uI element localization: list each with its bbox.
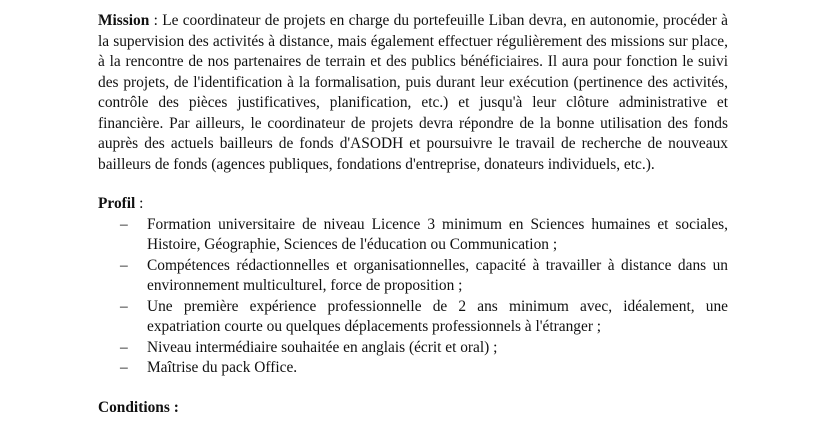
mission-text: Le coordinateur de projets en charge du portefeuille Liban devra, en autonomie, procéder à la supervision des activités à distance, mais également effectuer régulièrement des missions sur place, à la rencontre de nos partenaires de terrain et des publics bénéficiaires. Il aura pour fonction le suivi des projets, de l'identification à la formalisation, puis durant leur exécution (pertinence des activités, contrôle des pièces justificatives, planification, etc.) et jusqu'à leur clôture administrative et financière. Par ailleurs, le coordinateur de projets devra répondre de la bonne utilisation des fonds auprès des actuels bailleurs de fonds d'ASODH et poursuivre le travail de recherche de nouveaux bailleurs de fonds (agences publiques, fondations d'entreprise, donateurs individuels, etc.). [98, 12, 728, 173]
list-item-text: Maîtrise du pack Office. [147, 359, 298, 376]
mission-paragraph [98, 11, 728, 175]
profil-label: Profil [98, 195, 136, 212]
conditions-heading [98, 398, 728, 419]
profil-separator: : [135, 195, 144, 212]
list-item-text: Une première expérience professionnelle de 2 ans minimum avec, idéalement, une expatriation courte ou quelques déplacements professionnels à l'étranger ; [147, 297, 728, 335]
list-item [98, 338, 728, 359]
section-spacer [98, 379, 728, 398]
mission-separator: : [149, 12, 163, 29]
profil-heading [98, 194, 728, 215]
profil-list [98, 215, 728, 379]
dash-bullet: – [120, 359, 128, 376]
dash-bullet: – [120, 256, 128, 274]
dash-bullet: – [120, 297, 128, 315]
list-item-text: Niveau intermédiaire souhaitée en anglais (écrit et oral) ; [147, 338, 498, 356]
section-spacer [98, 175, 728, 194]
list-item-text: Compétences rédactionnelles et organisationnelles, capacité à travailler à distance dans un environnement multiculturel, force de proposition ; [147, 256, 728, 294]
conditions-label: Conditions : [98, 398, 179, 416]
list-item [98, 256, 728, 297]
list-item [98, 215, 728, 256]
list-item-text: Formation universitaire de niveau Licence 3 minimum en Sciences humaines et sociales, Histoire, Géographie, Sciences de l'éducation ou Communication ; [147, 215, 728, 253]
dash-bullet: – [120, 215, 128, 233]
dash-bullet: – [120, 338, 128, 356]
mission-label: Mission [98, 12, 150, 29]
list-item [98, 358, 728, 379]
list-item [98, 297, 728, 338]
document-page [98, 11, 728, 418]
